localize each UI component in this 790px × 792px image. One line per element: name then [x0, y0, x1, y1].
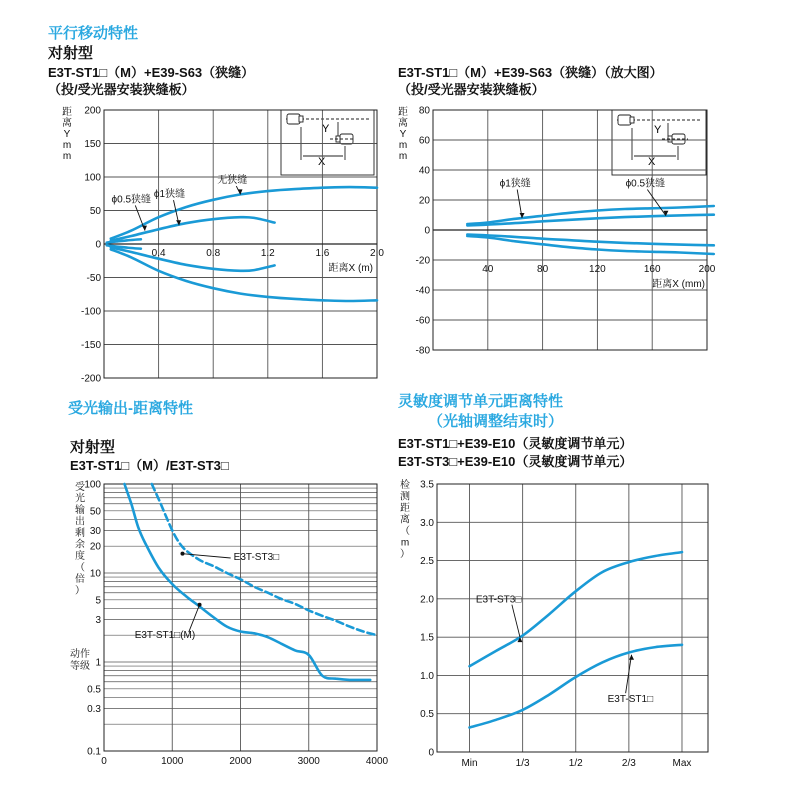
tr-inset-x-label: X [648, 156, 656, 168]
br-y-tick-label: 3.0 [420, 517, 434, 529]
tl-y-tick-label: 0 [95, 239, 101, 251]
br-y-tick-label: 0 [428, 747, 434, 759]
tr-ylabel-char: 离 [398, 118, 408, 129]
tl-ylabel-char: 距 [62, 107, 72, 118]
bl-type-heading: 对射型 [70, 439, 116, 456]
br-y-tick-label: 3.5 [420, 479, 434, 491]
bl-y-tick-label: 1 [95, 657, 101, 669]
br-y-tick-label: 0.5 [420, 709, 434, 721]
br-y-tick-label: 1.0 [420, 670, 434, 682]
bl-x-tick-label: 3000 [297, 756, 320, 767]
tl-x-tick-label: 2.0 [370, 248, 384, 259]
tr-y-tick-label: -20 [415, 255, 430, 267]
tl-model-heading: E3T-ST1□（M）+E39-S63（狭缝） [48, 65, 255, 80]
tr-y-tick-label: 40 [418, 165, 430, 177]
br-y-tick-label: 2.5 [420, 556, 434, 568]
bl-ylabel-char: 剩 [75, 528, 85, 539]
br-model1-heading: E3T-ST1□+E39-E10（灵敏度调节单元） [398, 436, 633, 451]
br-ylabel-char: 检 [400, 480, 410, 491]
bl-y-tick-label: 100 [84, 479, 101, 491]
bl-ylabel-char: 出 [75, 516, 85, 528]
tr-x-tick-label: 120 [589, 264, 606, 275]
bl-ylabel-char: 受 [75, 482, 85, 493]
tr-ylabel-char: Y [399, 129, 407, 140]
section-title-sensitivity: 灵敏度调节单元距离特性 [398, 393, 564, 410]
tl-y-tick-label: -200 [80, 373, 101, 385]
br-annotation-label: E3T-ST3□ [475, 594, 522, 606]
tr-y-tick-label: -40 [415, 285, 430, 297]
section-title-output-distance: 受光输出-距离特性 [68, 400, 193, 417]
tr-x-tick-label: 80 [537, 264, 549, 275]
br-y-tick-label: 2.0 [420, 594, 434, 606]
bl-ylabel-char: 余 [75, 539, 85, 551]
br-ylabel-char: 离 [400, 514, 410, 526]
tr-annotation-label: ϕ0.5狭缝 [625, 178, 666, 190]
bl-y-tick-label: 0.1 [87, 746, 101, 758]
tl-y-tick-label: 150 [84, 139, 101, 150]
tr-annotation-leader [647, 190, 666, 216]
bl-model-heading: E3T-ST1□（M）/E3T-ST3□ [70, 458, 229, 473]
tr-x-tick-label: 160 [643, 264, 661, 275]
tl-x-tick-label: 0.8 [206, 248, 221, 259]
section-subtitle-sensitivity: （光轴调整结束时） [428, 413, 564, 430]
tr-ylabel-char: m [398, 151, 408, 162]
bl-y-tick-label: 20 [89, 541, 101, 553]
tr-inset-diagram [612, 110, 706, 175]
tl-y-tick-label: -150 [80, 340, 101, 351]
bl-annotation-label: E3T-ST1□(M) [134, 630, 196, 642]
tl-ylabel-char: Y [63, 129, 71, 140]
bl-ylabel2-line: 等级 [70, 661, 90, 672]
bl-annotation-leader [182, 554, 230, 558]
bl-y-tick-label: 3 [95, 615, 101, 627]
tl-x-tick-label: 0.4 [151, 248, 166, 259]
bl-y-tick-label: 0.3 [87, 704, 101, 716]
br-x-tick-label: 2/3 [621, 758, 636, 769]
br-ylabel-char: 测 [400, 491, 410, 503]
tr-ylabel-char: m [398, 140, 408, 151]
tr-y-tick-label: -60 [415, 315, 430, 327]
tr-x-axis-label: 距离X (mm) [652, 279, 705, 290]
br-ylabel-char: m [400, 537, 410, 549]
tl-y-tick-label: 50 [89, 206, 101, 217]
br-x-tick-label: Max [672, 758, 692, 769]
tr-x-tick-label: 40 [482, 264, 494, 275]
br-x-tick-label: 1/3 [515, 758, 530, 769]
bl-y-tick-label: 30 [89, 526, 101, 538]
tr-y-tick-label: 60 [418, 135, 430, 147]
bl-x-tick-label: 1000 [161, 756, 184, 767]
bl-annotation-leader [189, 605, 200, 632]
tl-type-heading: 对射型 [48, 45, 94, 62]
bl-ylabel-char: ） [75, 585, 85, 597]
tl-y-tick-label: 200 [84, 105, 101, 117]
bl-ylabel-char: （ [75, 562, 85, 574]
br-annotation-arrowhead [629, 655, 634, 660]
tr-inset-y-label: Y [654, 124, 662, 136]
bl-ylabel-char: 倍 [75, 574, 85, 585]
tl-x-tick-label: 1.6 [315, 248, 330, 259]
tl-x-tick-label: 1.2 [260, 248, 275, 259]
section-title-parallel-movement: 平行移动特性 [48, 25, 139, 42]
bl-y-tick-label: 10 [89, 568, 101, 580]
bl-annotation-arrowhead [180, 552, 184, 556]
tr-annotation-label: ϕ1狭缝 [499, 178, 531, 190]
bl-ylabel2-line: 动作 [70, 649, 90, 660]
tl-annotation-label: ϕ1狭缝 [153, 189, 186, 201]
tr-y-tick-label: -80 [415, 345, 430, 357]
bl-x-tick-label: 0 [101, 756, 107, 767]
tl-y-tick-label: -50 [86, 273, 101, 284]
tl-inset-diagram [281, 110, 374, 175]
tl-y-tick-label: -100 [80, 306, 101, 318]
br-y-tick-label: 1.5 [420, 632, 434, 644]
tl-ylabel-char: 离 [62, 118, 72, 129]
tr-y-tick-label: 20 [418, 195, 430, 207]
tl-inset-x-label: X [318, 156, 326, 168]
tr-note: （投/受光器安装狭缝板） [398, 82, 545, 97]
bl-y-tick-label: 5 [95, 595, 101, 607]
bl-ylabel-char: 输 [75, 505, 85, 516]
tr-y-tick-label: 0 [424, 225, 430, 237]
tl-y-tick-label: 100 [84, 172, 101, 184]
tl-x-axis-label: 距离X (m) [328, 263, 373, 274]
bl-x-tick-label: 2000 [229, 756, 252, 767]
tl-ylabel-char: m [62, 140, 72, 151]
br-ylabel-char: ） [400, 549, 410, 560]
br-model2-heading: E3T-ST3□+E39-E10（灵敏度调节单元） [398, 454, 633, 469]
bl-annotation-arrowhead [198, 603, 202, 607]
br-ylabel-char: （ [400, 526, 410, 537]
tr-x-tick-label: 200 [698, 264, 716, 275]
br-plot-frame [437, 484, 708, 752]
tr-ylabel-char: 距 [398, 107, 408, 118]
bl-x-tick-label: 4000 [365, 756, 389, 767]
bl-ylabel-char: 光 [75, 493, 85, 505]
tl-annotation-label: 无狭缝 [217, 175, 248, 187]
tl-ylabel-char: m [62, 151, 72, 162]
br-ylabel-char: 距 [400, 503, 410, 514]
tl-inset-y-label: Y [322, 123, 330, 135]
bl-annotation-label: E3T-ST3□ [233, 551, 280, 563]
tl-note: （投/受光器安装狭缝板） [48, 82, 195, 97]
tr-model-heading: E3T-ST1□（M）+E39-S63（狭缝）（放大图） [398, 65, 663, 80]
bl-ylabel-char: 度 [75, 551, 85, 562]
br-annotation-label: E3T-ST1□ [607, 694, 654, 706]
bl-y-tick-label: 50 [89, 506, 101, 518]
tr-y-tick-label: 80 [418, 105, 430, 117]
br-x-tick-label: 1/2 [568, 758, 583, 769]
br-annotation-leader [512, 605, 520, 637]
br-x-tick-label: Min [461, 758, 478, 769]
bl-y-tick-label: 0.5 [87, 684, 101, 696]
tl-annotation-label: ϕ0.5狭缝 [111, 194, 152, 206]
